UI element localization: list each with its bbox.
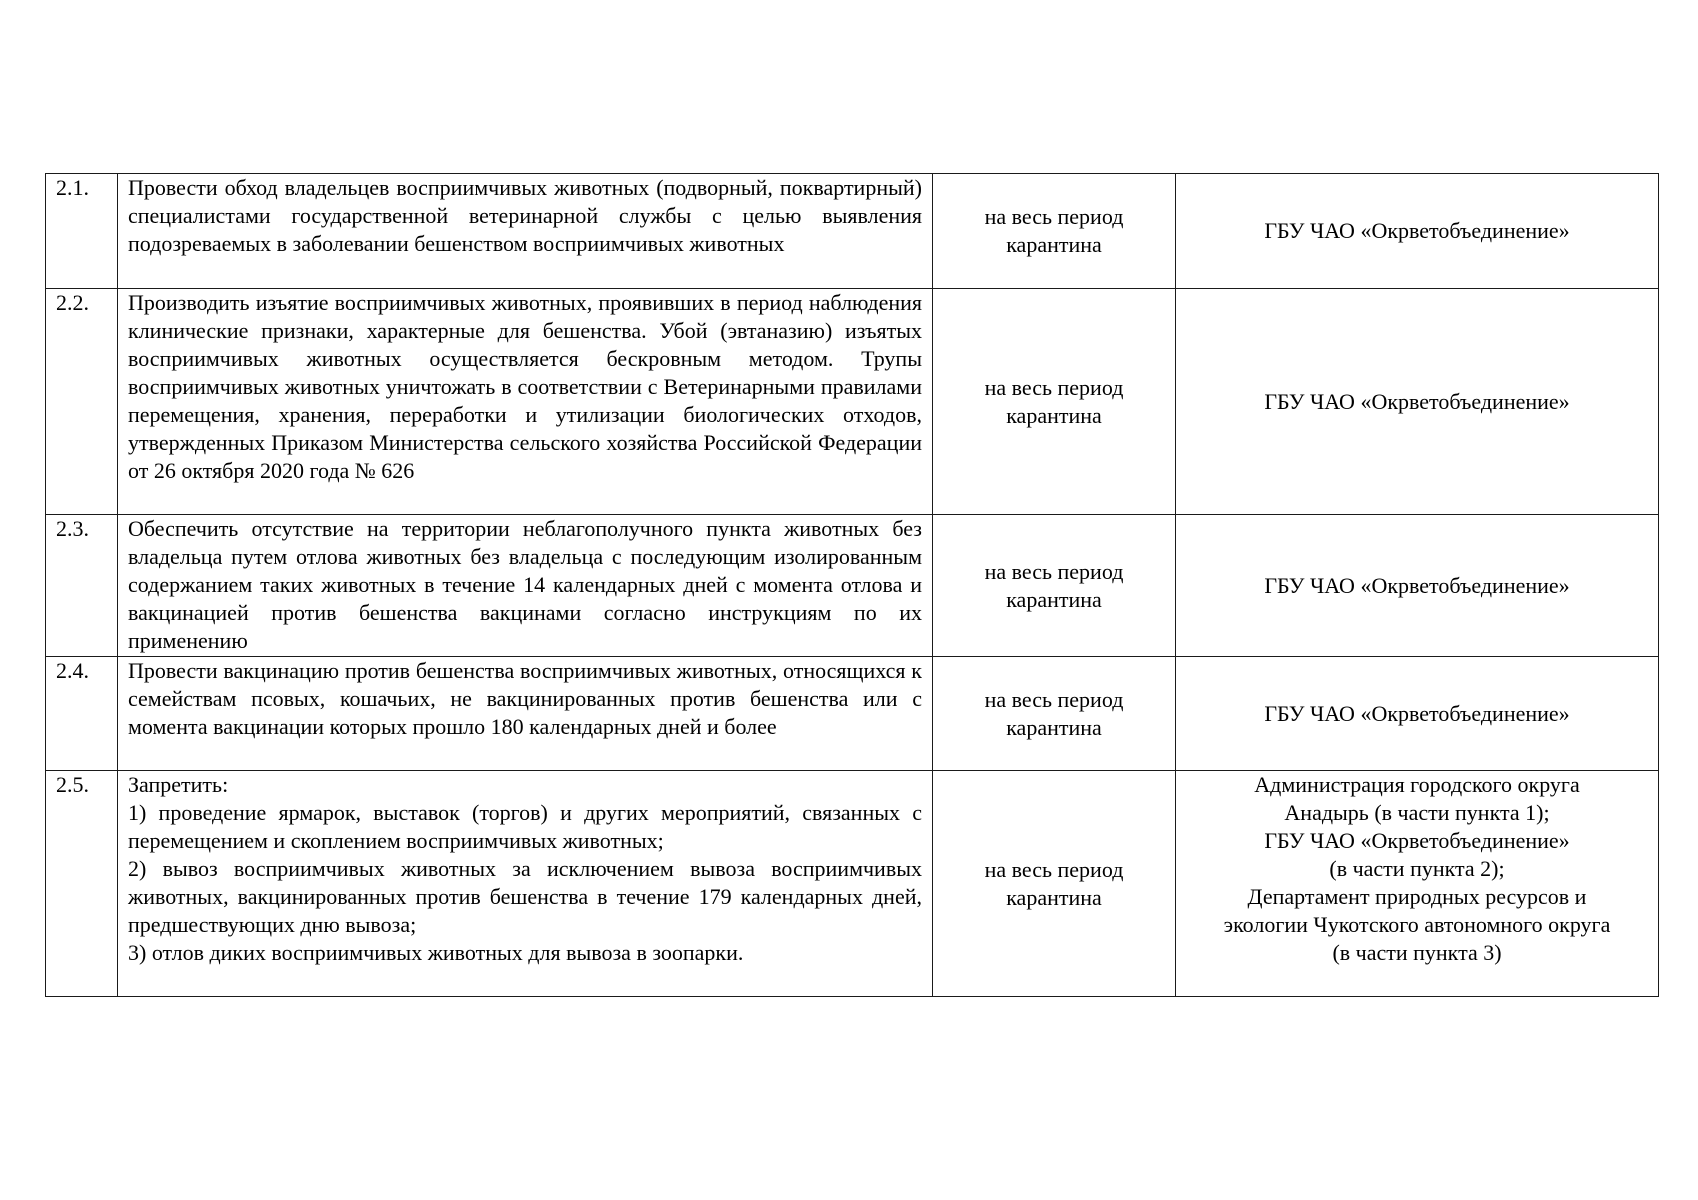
executor-cell bbox=[1176, 515, 1659, 657]
table-row bbox=[46, 771, 1659, 997]
measure-paragraph: Производить изъятие восприимчивых животных, проявивших в период наблюдения клинические признаки, характерные для бешенства. Убой (эвтаназию) изъятых восприимчивых животных осуществляется бескровным методом. Трупы восприимчивых животных уничтожать в соответствии с Ветеринарными правилами перемещения, хранения, переработки и утилизации биологических отходов, утвержденных Приказом Министерства сельского хозяйства Российской Федерации от 26 октября 2020 года № 626 bbox=[128, 290, 922, 483]
table-row bbox=[46, 174, 1659, 289]
measure-paragraph: 1) проведение ярмарок, выставок (торгов) и других мероприятий, связанных с перемещением и скоплением восприимчивых животных; bbox=[128, 800, 922, 853]
term-cell bbox=[933, 289, 1176, 515]
term-line: карантина bbox=[1006, 232, 1102, 257]
item-number: 2.3. bbox=[46, 515, 118, 657]
term-line: карантина bbox=[1006, 586, 1102, 612]
measure-text bbox=[118, 289, 933, 515]
item-number: 2.1. bbox=[46, 174, 118, 289]
term-line: на весь период bbox=[984, 856, 1124, 882]
executor-cell bbox=[1176, 174, 1659, 289]
measure-paragraph: 3) отлов диких восприимчивых животных для вывоза в зоопарки. bbox=[128, 940, 744, 965]
measure-text bbox=[118, 174, 933, 289]
executor-cell bbox=[1176, 289, 1659, 515]
measure-text bbox=[118, 657, 933, 771]
term-line: на весь период bbox=[984, 558, 1124, 584]
executor-line: Анадырь (в части пункта 1); bbox=[1284, 800, 1550, 825]
measure-text bbox=[118, 515, 933, 657]
term-cell bbox=[933, 771, 1176, 997]
executor-line: ГБУ ЧАО «Окрветобъединение» bbox=[1264, 388, 1570, 414]
executor-cell bbox=[1176, 771, 1659, 997]
measure-text bbox=[118, 771, 933, 997]
measure-paragraph: Провести обход владельцев восприимчивых животных (подворный, поквартирный) специалистами государственной ветеринарной службы с целью выявления подозреваемых в заболевании бешенством восприимчивых животных bbox=[128, 175, 922, 256]
item-number: 2.5. bbox=[46, 771, 118, 997]
executor-line: (в части пункта 2); bbox=[1329, 856, 1505, 881]
item-number: 2.2. bbox=[46, 289, 118, 515]
measure-paragraph: Запретить: bbox=[128, 772, 229, 797]
executor-line: (в части пункта 3) bbox=[1332, 940, 1502, 965]
term-line: на весь период bbox=[984, 374, 1124, 400]
executor-line: Департамент природных ресурсов и bbox=[1247, 884, 1587, 909]
term-cell bbox=[933, 515, 1176, 657]
measure-paragraph: 2) вывоз восприимчивых животных за исключением вывоза восприимчивых животных, вакцинированных против бешенства в течение 179 календарных дней, предшествующих дню вывоза; bbox=[128, 856, 922, 937]
measure-paragraph: Обеспечить отсутствие на территории неблагополучного пункта животных без владельца путем отлова животных без владельца с последующим изолированным содержанием таких животных в течение 14 календарных дней с момента отлова и вакцинацией против бешенства вакцинами согласно инструкциям по их применению bbox=[128, 516, 922, 653]
measures-table bbox=[45, 173, 1659, 997]
term-line: на весь период bbox=[984, 686, 1124, 712]
item-number: 2.4. bbox=[46, 657, 118, 771]
term-cell bbox=[933, 174, 1176, 289]
term-cell bbox=[933, 657, 1176, 771]
executor-line: ГБУ ЧАО «Окрветобъединение» bbox=[1264, 828, 1570, 853]
term-line: на весь период bbox=[984, 204, 1124, 229]
executor-cell bbox=[1176, 657, 1659, 771]
table-row bbox=[46, 515, 1659, 657]
term-line: карантина bbox=[1006, 714, 1102, 740]
executor-line: экологии Чукотского автономного округа bbox=[1223, 912, 1611, 937]
measure-paragraph: Провести вакцинацию против бешенства восприимчивых животных, относящихся к семействам псовых, кошачьих, не вакцинированных против бешенства или с момента вакцинации которых прошло 180 календарных дней и более bbox=[128, 658, 922, 739]
executor-line: Администрация городского округа bbox=[1254, 772, 1580, 797]
executor-line: ГБУ ЧАО «Окрветобъединение» bbox=[1264, 700, 1570, 726]
executor-line: ГБУ ЧАО «Окрветобъединение» bbox=[1264, 218, 1570, 243]
term-line: карантина bbox=[1006, 884, 1102, 910]
table-row bbox=[46, 657, 1659, 771]
executor-line: ГБУ ЧАО «Окрветобъединение» bbox=[1264, 572, 1570, 598]
term-line: карантина bbox=[1006, 402, 1102, 428]
table-row bbox=[46, 289, 1659, 515]
